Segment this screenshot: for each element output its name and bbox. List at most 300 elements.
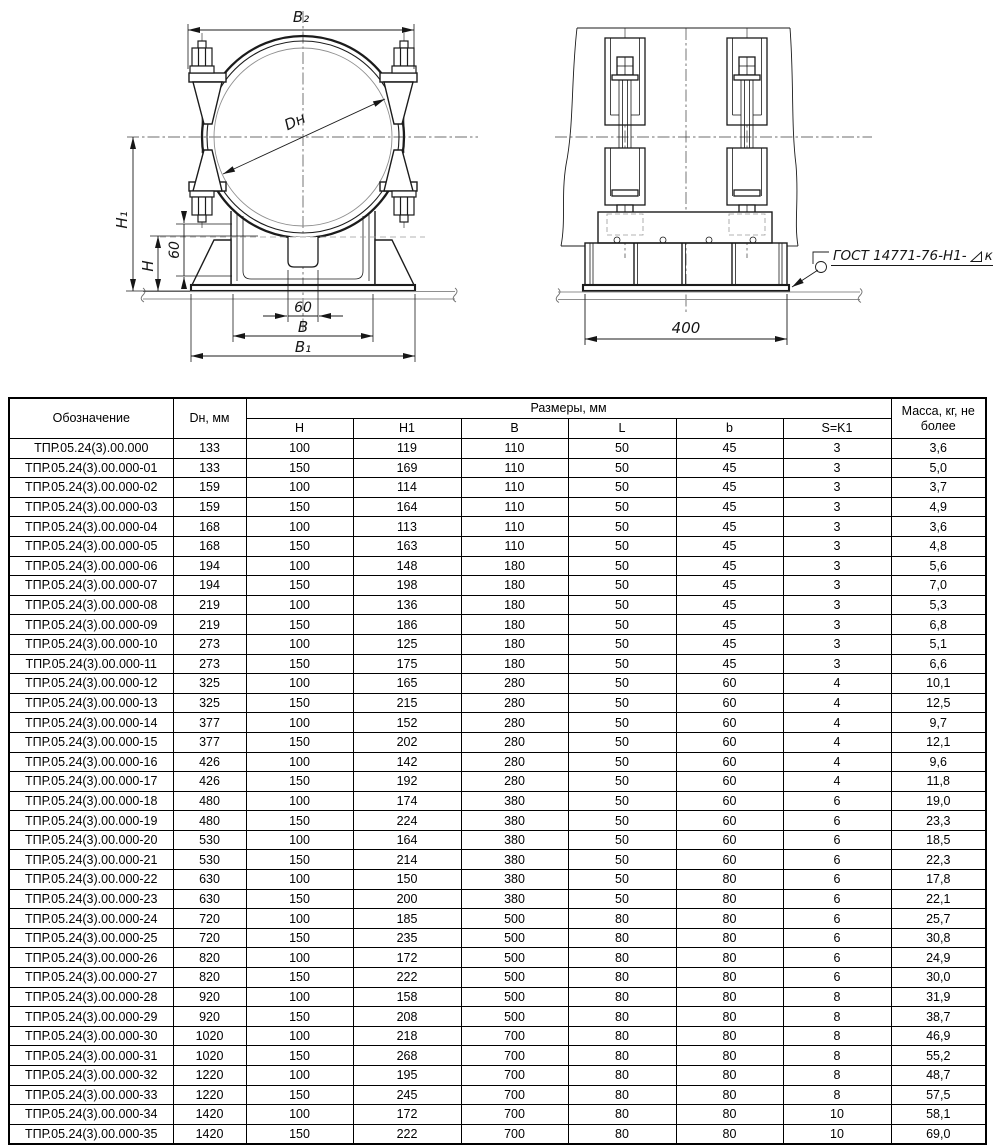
cell-designation: ТПР.05.24(3).00.000-13: [9, 693, 173, 713]
cell-sk1: 6: [783, 830, 891, 850]
cell-h: 150: [246, 1007, 353, 1027]
cell-designation: ТПР.05.24(3).00.000-18: [9, 791, 173, 811]
cell-mass: 4,8: [891, 536, 986, 556]
header-sizes-group: Размеры, мм: [246, 398, 891, 419]
cell-h: 100: [246, 674, 353, 694]
cell-b-small: 80: [676, 1085, 783, 1105]
cell-b: 180: [461, 615, 568, 635]
cell-designation: ТПР.05.24(3).00.000-09: [9, 615, 173, 635]
cell-dn: 820: [173, 968, 246, 988]
cell-b: 380: [461, 791, 568, 811]
cell-b: 180: [461, 576, 568, 596]
cell-designation: ТПР.05.24(3).00.000-05: [9, 536, 173, 556]
cell-b-small: 60: [676, 772, 783, 792]
cell-h1: 172: [353, 948, 461, 968]
cell-designation: ТПР.05.24(3).00.000-20: [9, 830, 173, 850]
cell-designation: ТПР.05.24(3).00.000-12: [9, 674, 173, 694]
cell-h1: 113: [353, 517, 461, 537]
cell-l: 50: [568, 458, 676, 478]
weld-spec-callout: [831, 246, 993, 266]
cell-h1: 224: [353, 811, 461, 831]
cell-b-small: 80: [676, 889, 783, 909]
table-row: [9, 811, 986, 831]
table-row: [9, 1105, 986, 1125]
cell-b-small: 60: [676, 693, 783, 713]
cell-h1: 208: [353, 1007, 461, 1027]
centerlines-side: [555, 28, 872, 312]
cell-b-small: 80: [676, 1026, 783, 1046]
cell-mass: 5,1: [891, 634, 986, 654]
cell-h1: 186: [353, 615, 461, 635]
cell-dn: 1420: [173, 1105, 246, 1125]
cell-l: 50: [568, 752, 676, 772]
cell-sk1: 6: [783, 928, 891, 948]
table-row: [9, 830, 986, 850]
cell-b: 380: [461, 870, 568, 890]
cell-b: 110: [461, 478, 568, 498]
cell-mass: 58,1: [891, 1105, 986, 1125]
cell-h: 150: [246, 1046, 353, 1066]
cell-h: 100: [246, 987, 353, 1007]
cell-sk1: 10: [783, 1105, 891, 1125]
cell-designation: ТПР.05.24(3).00.000-32: [9, 1066, 173, 1086]
cell-dn: 325: [173, 674, 246, 694]
cell-b: 280: [461, 674, 568, 694]
cell-h: 150: [246, 732, 353, 752]
cell-l: 50: [568, 634, 676, 654]
cell-l: 80: [568, 928, 676, 948]
cell-b-small: 80: [676, 987, 783, 1007]
cell-h1: 125: [353, 634, 461, 654]
table-row: [9, 478, 986, 498]
cell-sk1: 3: [783, 556, 891, 576]
cell-sk1: 8: [783, 1066, 891, 1086]
cell-sk1: 6: [783, 791, 891, 811]
cell-dn: 720: [173, 909, 246, 929]
cell-h: 150: [246, 654, 353, 674]
cell-l: 50: [568, 497, 676, 517]
cell-h: 150: [246, 576, 353, 596]
cell-h1: 222: [353, 968, 461, 988]
dim-label-400: 400: [671, 319, 701, 337]
cell-h1: 164: [353, 497, 461, 517]
cell-mass: 10,1: [891, 674, 986, 694]
cell-h1: 235: [353, 928, 461, 948]
cell-designation: ТПР.05.24(3).00.000-34: [9, 1105, 173, 1125]
cell-h: 100: [246, 909, 353, 929]
cell-b-small: 80: [676, 928, 783, 948]
cell-h: 150: [246, 968, 353, 988]
table-row: [9, 556, 986, 576]
cell-sk1: 3: [783, 517, 891, 537]
cell-designation: ТПР.05.24(3).00.000-35: [9, 1124, 173, 1144]
cell-h1: 192: [353, 772, 461, 792]
cell-h1: 169: [353, 458, 461, 478]
header-mass: Масса, кг, не более: [891, 398, 986, 439]
cell-sk1: 8: [783, 1046, 891, 1066]
cell-sk1: 8: [783, 1085, 891, 1105]
cell-designation: ТПР.05.24(3).00.000-01: [9, 458, 173, 478]
cell-mass: 7,0: [891, 576, 986, 596]
cell-l: 80: [568, 1066, 676, 1086]
header-dn: Dн, мм: [173, 398, 246, 439]
table-row: [9, 458, 986, 478]
cell-dn: 133: [173, 458, 246, 478]
cell-h: 100: [246, 1105, 353, 1125]
cell-b: 500: [461, 948, 568, 968]
cell-b-small: 80: [676, 1105, 783, 1125]
cell-b-small: 45: [676, 595, 783, 615]
cell-l: 50: [568, 811, 676, 831]
cell-b: 180: [461, 595, 568, 615]
cell-sk1: 6: [783, 889, 891, 909]
cell-mass: 18,5: [891, 830, 986, 850]
cell-dn: 194: [173, 556, 246, 576]
cell-designation: ТПР.05.24(3).00.000-14: [9, 713, 173, 733]
cell-mass: 19,0: [891, 791, 986, 811]
cell-h: 150: [246, 889, 353, 909]
cell-sk1: 8: [783, 1026, 891, 1046]
cell-sk1: 3: [783, 615, 891, 635]
cell-h: 100: [246, 595, 353, 615]
cell-b: 180: [461, 556, 568, 576]
fillet-weld-icon: [970, 251, 983, 263]
cell-b-small: 45: [676, 556, 783, 576]
weld-leader: [792, 252, 829, 287]
cell-mass: 9,6: [891, 752, 986, 772]
cell-designation: ТПР.05.24(3).00.000-10: [9, 634, 173, 654]
cell-b-small: 80: [676, 870, 783, 890]
cell-h: 100: [246, 439, 353, 459]
table-row: [9, 732, 986, 752]
cell-b-small: 45: [676, 654, 783, 674]
cell-dn: 1220: [173, 1066, 246, 1086]
cell-mass: 12,5: [891, 693, 986, 713]
cell-sk1: 3: [783, 458, 891, 478]
cell-mass: 31,9: [891, 987, 986, 1007]
cell-designation: ТПР.05.24(3).00.000-07: [9, 576, 173, 596]
cell-l: 80: [568, 948, 676, 968]
cell-h1: 165: [353, 674, 461, 694]
cell-dn: 219: [173, 595, 246, 615]
cell-b: 110: [461, 497, 568, 517]
cell-h1: 214: [353, 850, 461, 870]
cell-h1: 163: [353, 536, 461, 556]
cell-dn: 920: [173, 1007, 246, 1027]
cell-l: 50: [568, 830, 676, 850]
cell-dn: 1020: [173, 1026, 246, 1046]
cell-b-small: 60: [676, 791, 783, 811]
cell-sk1: 3: [783, 497, 891, 517]
cell-mass: 3,6: [891, 439, 986, 459]
cell-dn: 377: [173, 713, 246, 733]
cell-mass: 30,8: [891, 928, 986, 948]
cell-dn: 1020: [173, 1046, 246, 1066]
cell-designation: ТПР.05.24(3).00.000-29: [9, 1007, 173, 1027]
cell-designation: ТПР.05.24(3).00.000-33: [9, 1085, 173, 1105]
cell-mass: 46,9: [891, 1026, 986, 1046]
cell-b: 110: [461, 517, 568, 537]
cell-sk1: 6: [783, 948, 891, 968]
cell-designation: ТПР.05.24(3).00.000-31: [9, 1046, 173, 1066]
cell-dn: 219: [173, 615, 246, 635]
cell-b-small: 60: [676, 713, 783, 733]
cell-designation: ТПР.05.24(3).00.000-21: [9, 850, 173, 870]
cell-dn: 377: [173, 732, 246, 752]
table-row: [9, 1046, 986, 1066]
cell-h: 150: [246, 693, 353, 713]
cell-dn: 133: [173, 439, 246, 459]
cell-b: 500: [461, 909, 568, 929]
cell-h: 100: [246, 830, 353, 850]
cell-h1: 136: [353, 595, 461, 615]
cell-b-small: 45: [676, 536, 783, 556]
cell-dn: 630: [173, 870, 246, 890]
cell-designation: ТПР.05.24(3).00.000-26: [9, 948, 173, 968]
cell-mass: 5,0: [891, 458, 986, 478]
table-row: [9, 634, 986, 654]
cell-l: 80: [568, 1026, 676, 1046]
dim-label-60-vertical: 60: [167, 241, 183, 259]
cell-designation: ТПР.05.24(3).00.000-27: [9, 968, 173, 988]
cell-sk1: 4: [783, 732, 891, 752]
cell-sk1: 4: [783, 772, 891, 792]
cell-h: 150: [246, 615, 353, 635]
cell-b: 110: [461, 439, 568, 459]
cell-h: 150: [246, 850, 353, 870]
table-row: [9, 1085, 986, 1105]
cell-b: 700: [461, 1085, 568, 1105]
cell-mass: 55,2: [891, 1046, 986, 1066]
cell-b: 380: [461, 830, 568, 850]
cell-mass: 5,6: [891, 556, 986, 576]
cell-sk1: 6: [783, 850, 891, 870]
cell-h: 100: [246, 556, 353, 576]
cell-b-small: 80: [676, 968, 783, 988]
cell-b: 380: [461, 811, 568, 831]
cell-designation: ТПР.05.24(3).00.000-24: [9, 909, 173, 929]
cell-designation: ТПР.05.24(3).00.000-16: [9, 752, 173, 772]
cell-l: 50: [568, 654, 676, 674]
cell-b: 380: [461, 850, 568, 870]
cell-sk1: 3: [783, 576, 891, 596]
cell-b: 110: [461, 458, 568, 478]
cell-sk1: 4: [783, 693, 891, 713]
cell-designation: ТПР.05.24(3).00.000-22: [9, 870, 173, 890]
dim-label-b: B: [297, 318, 309, 336]
cell-b-small: 45: [676, 634, 783, 654]
cell-dn: 194: [173, 576, 246, 596]
spec-table-header: [9, 398, 986, 439]
cell-designation: ТПР.05.24(3).00.000-30: [9, 1026, 173, 1046]
cell-h: 100: [246, 791, 353, 811]
cell-designation: ТПР.05.24(3).00.000-17: [9, 772, 173, 792]
cell-sk1: 3: [783, 439, 891, 459]
cell-b: 500: [461, 987, 568, 1007]
cell-mass: 38,7: [891, 1007, 986, 1027]
cell-b: 110: [461, 536, 568, 556]
cell-h1: 174: [353, 791, 461, 811]
cell-h: 150: [246, 811, 353, 831]
cell-h: 100: [246, 634, 353, 654]
cell-h1: 222: [353, 1124, 461, 1144]
cell-h1: 200: [353, 889, 461, 909]
cell-h: 150: [246, 1124, 353, 1144]
cell-b-small: 60: [676, 850, 783, 870]
cell-h1: 202: [353, 732, 461, 752]
cell-sk1: 4: [783, 674, 891, 694]
cell-dn: 426: [173, 772, 246, 792]
cell-b-small: 45: [676, 439, 783, 459]
cell-l: 50: [568, 478, 676, 498]
cell-l: 50: [568, 595, 676, 615]
cell-mass: 5,3: [891, 595, 986, 615]
table-row: [9, 1124, 986, 1144]
cell-sk1: 3: [783, 595, 891, 615]
cell-mass: 48,7: [891, 1066, 986, 1086]
cell-l: 50: [568, 713, 676, 733]
cell-h: 100: [246, 478, 353, 498]
cell-mass: 6,8: [891, 615, 986, 635]
cell-h1: 164: [353, 830, 461, 850]
table-row: [9, 1066, 986, 1086]
cell-h: 100: [246, 517, 353, 537]
weld-spec-text: ГОСТ 14771-76-Н1-: [833, 248, 967, 264]
cell-h1: 268: [353, 1046, 461, 1066]
cell-b: 180: [461, 634, 568, 654]
cell-designation: ТПР.05.24(3).00.000-02: [9, 478, 173, 498]
table-row: [9, 987, 986, 1007]
cell-mass: 3,6: [891, 517, 986, 537]
cell-h1: 150: [353, 870, 461, 890]
cell-b: 500: [461, 928, 568, 948]
table-row: [9, 674, 986, 694]
cell-l: 50: [568, 674, 676, 694]
header-b: B: [461, 419, 568, 439]
cell-designation: ТПР.05.24(3).00.000: [9, 439, 173, 459]
header-designation: Обозначение: [9, 398, 173, 439]
cell-designation: ТПР.05.24(3).00.000-15: [9, 732, 173, 752]
cell-l: 50: [568, 536, 676, 556]
spec-table-body: [9, 439, 986, 1145]
cell-dn: 159: [173, 478, 246, 498]
cell-mass: 3,7: [891, 478, 986, 498]
table-row: [9, 654, 986, 674]
cell-h1: 148: [353, 556, 461, 576]
cell-h1: 215: [353, 693, 461, 713]
cell-h1: 185: [353, 909, 461, 929]
cell-b: 700: [461, 1046, 568, 1066]
cell-h: 100: [246, 1026, 353, 1046]
cell-b: 700: [461, 1124, 568, 1144]
cell-dn: 1420: [173, 1124, 246, 1144]
cell-dn: 630: [173, 889, 246, 909]
cell-b: 700: [461, 1066, 568, 1086]
table-row: [9, 693, 986, 713]
header-l: L: [568, 419, 676, 439]
technical-drawing: [0, 0, 993, 394]
cell-sk1: 3: [783, 536, 891, 556]
dim-label-h1: H₁: [113, 211, 131, 229]
cell-designation: ТПР.05.24(3).00.000-28: [9, 987, 173, 1007]
spec-table: [8, 397, 987, 1145]
table-row: [9, 595, 986, 615]
cell-l: 50: [568, 772, 676, 792]
cell-l: 50: [568, 850, 676, 870]
header-b-small: b: [676, 419, 783, 439]
cell-designation: ТПР.05.24(3).00.000-06: [9, 556, 173, 576]
cell-b: 280: [461, 772, 568, 792]
front-view-drawing: [113, 8, 478, 362]
cell-mass: 25,7: [891, 909, 986, 929]
cell-dn: 480: [173, 791, 246, 811]
cell-b-small: 60: [676, 674, 783, 694]
table-row: [9, 713, 986, 733]
cell-sk1: 10: [783, 1124, 891, 1144]
cell-dn: 168: [173, 536, 246, 556]
cell-dn: 168: [173, 517, 246, 537]
table-row: [9, 1026, 986, 1046]
cell-dn: 530: [173, 850, 246, 870]
cell-b: 280: [461, 752, 568, 772]
dim-label-h: H: [139, 260, 157, 272]
table-row: [9, 948, 986, 968]
cell-h: 150: [246, 497, 353, 517]
cell-mass: 9,7: [891, 713, 986, 733]
cell-b: 280: [461, 693, 568, 713]
cell-h: 150: [246, 772, 353, 792]
cell-mass: 6,6: [891, 654, 986, 674]
table-row: [9, 870, 986, 890]
cell-mass: 57,5: [891, 1085, 986, 1105]
cell-b-small: 45: [676, 517, 783, 537]
cell-b-small: 80: [676, 948, 783, 968]
cell-l: 50: [568, 517, 676, 537]
cell-b-small: 45: [676, 576, 783, 596]
cell-b-small: 45: [676, 478, 783, 498]
cell-sk1: 6: [783, 909, 891, 929]
cell-mass: 4,9: [891, 497, 986, 517]
table-row: [9, 909, 986, 929]
header-sk1: S=K1: [783, 419, 891, 439]
cell-h1: 119: [353, 439, 461, 459]
cell-dn: 530: [173, 830, 246, 850]
cell-sk1: 6: [783, 870, 891, 890]
cell-b-small: 80: [676, 1007, 783, 1027]
cell-sk1: 3: [783, 634, 891, 654]
cell-l: 80: [568, 909, 676, 929]
cell-b-small: 80: [676, 909, 783, 929]
cell-dn: 720: [173, 928, 246, 948]
cell-h: 100: [246, 1066, 353, 1086]
cell-l: 50: [568, 791, 676, 811]
cell-designation: ТПР.05.24(3).00.000-08: [9, 595, 173, 615]
header-h1: H1: [353, 419, 461, 439]
cell-l: 80: [568, 1046, 676, 1066]
cell-b: 180: [461, 654, 568, 674]
cell-b-small: 45: [676, 497, 783, 517]
cell-b: 700: [461, 1026, 568, 1046]
cell-h1: 175: [353, 654, 461, 674]
cell-h1: 245: [353, 1085, 461, 1105]
cell-sk1: 6: [783, 811, 891, 831]
dim-label-b1: B₁: [294, 338, 312, 356]
cell-h: 100: [246, 752, 353, 772]
cell-h: 150: [246, 458, 353, 478]
cell-dn: 273: [173, 654, 246, 674]
cell-designation: ТПР.05.24(3).00.000-03: [9, 497, 173, 517]
table-row: [9, 615, 986, 635]
